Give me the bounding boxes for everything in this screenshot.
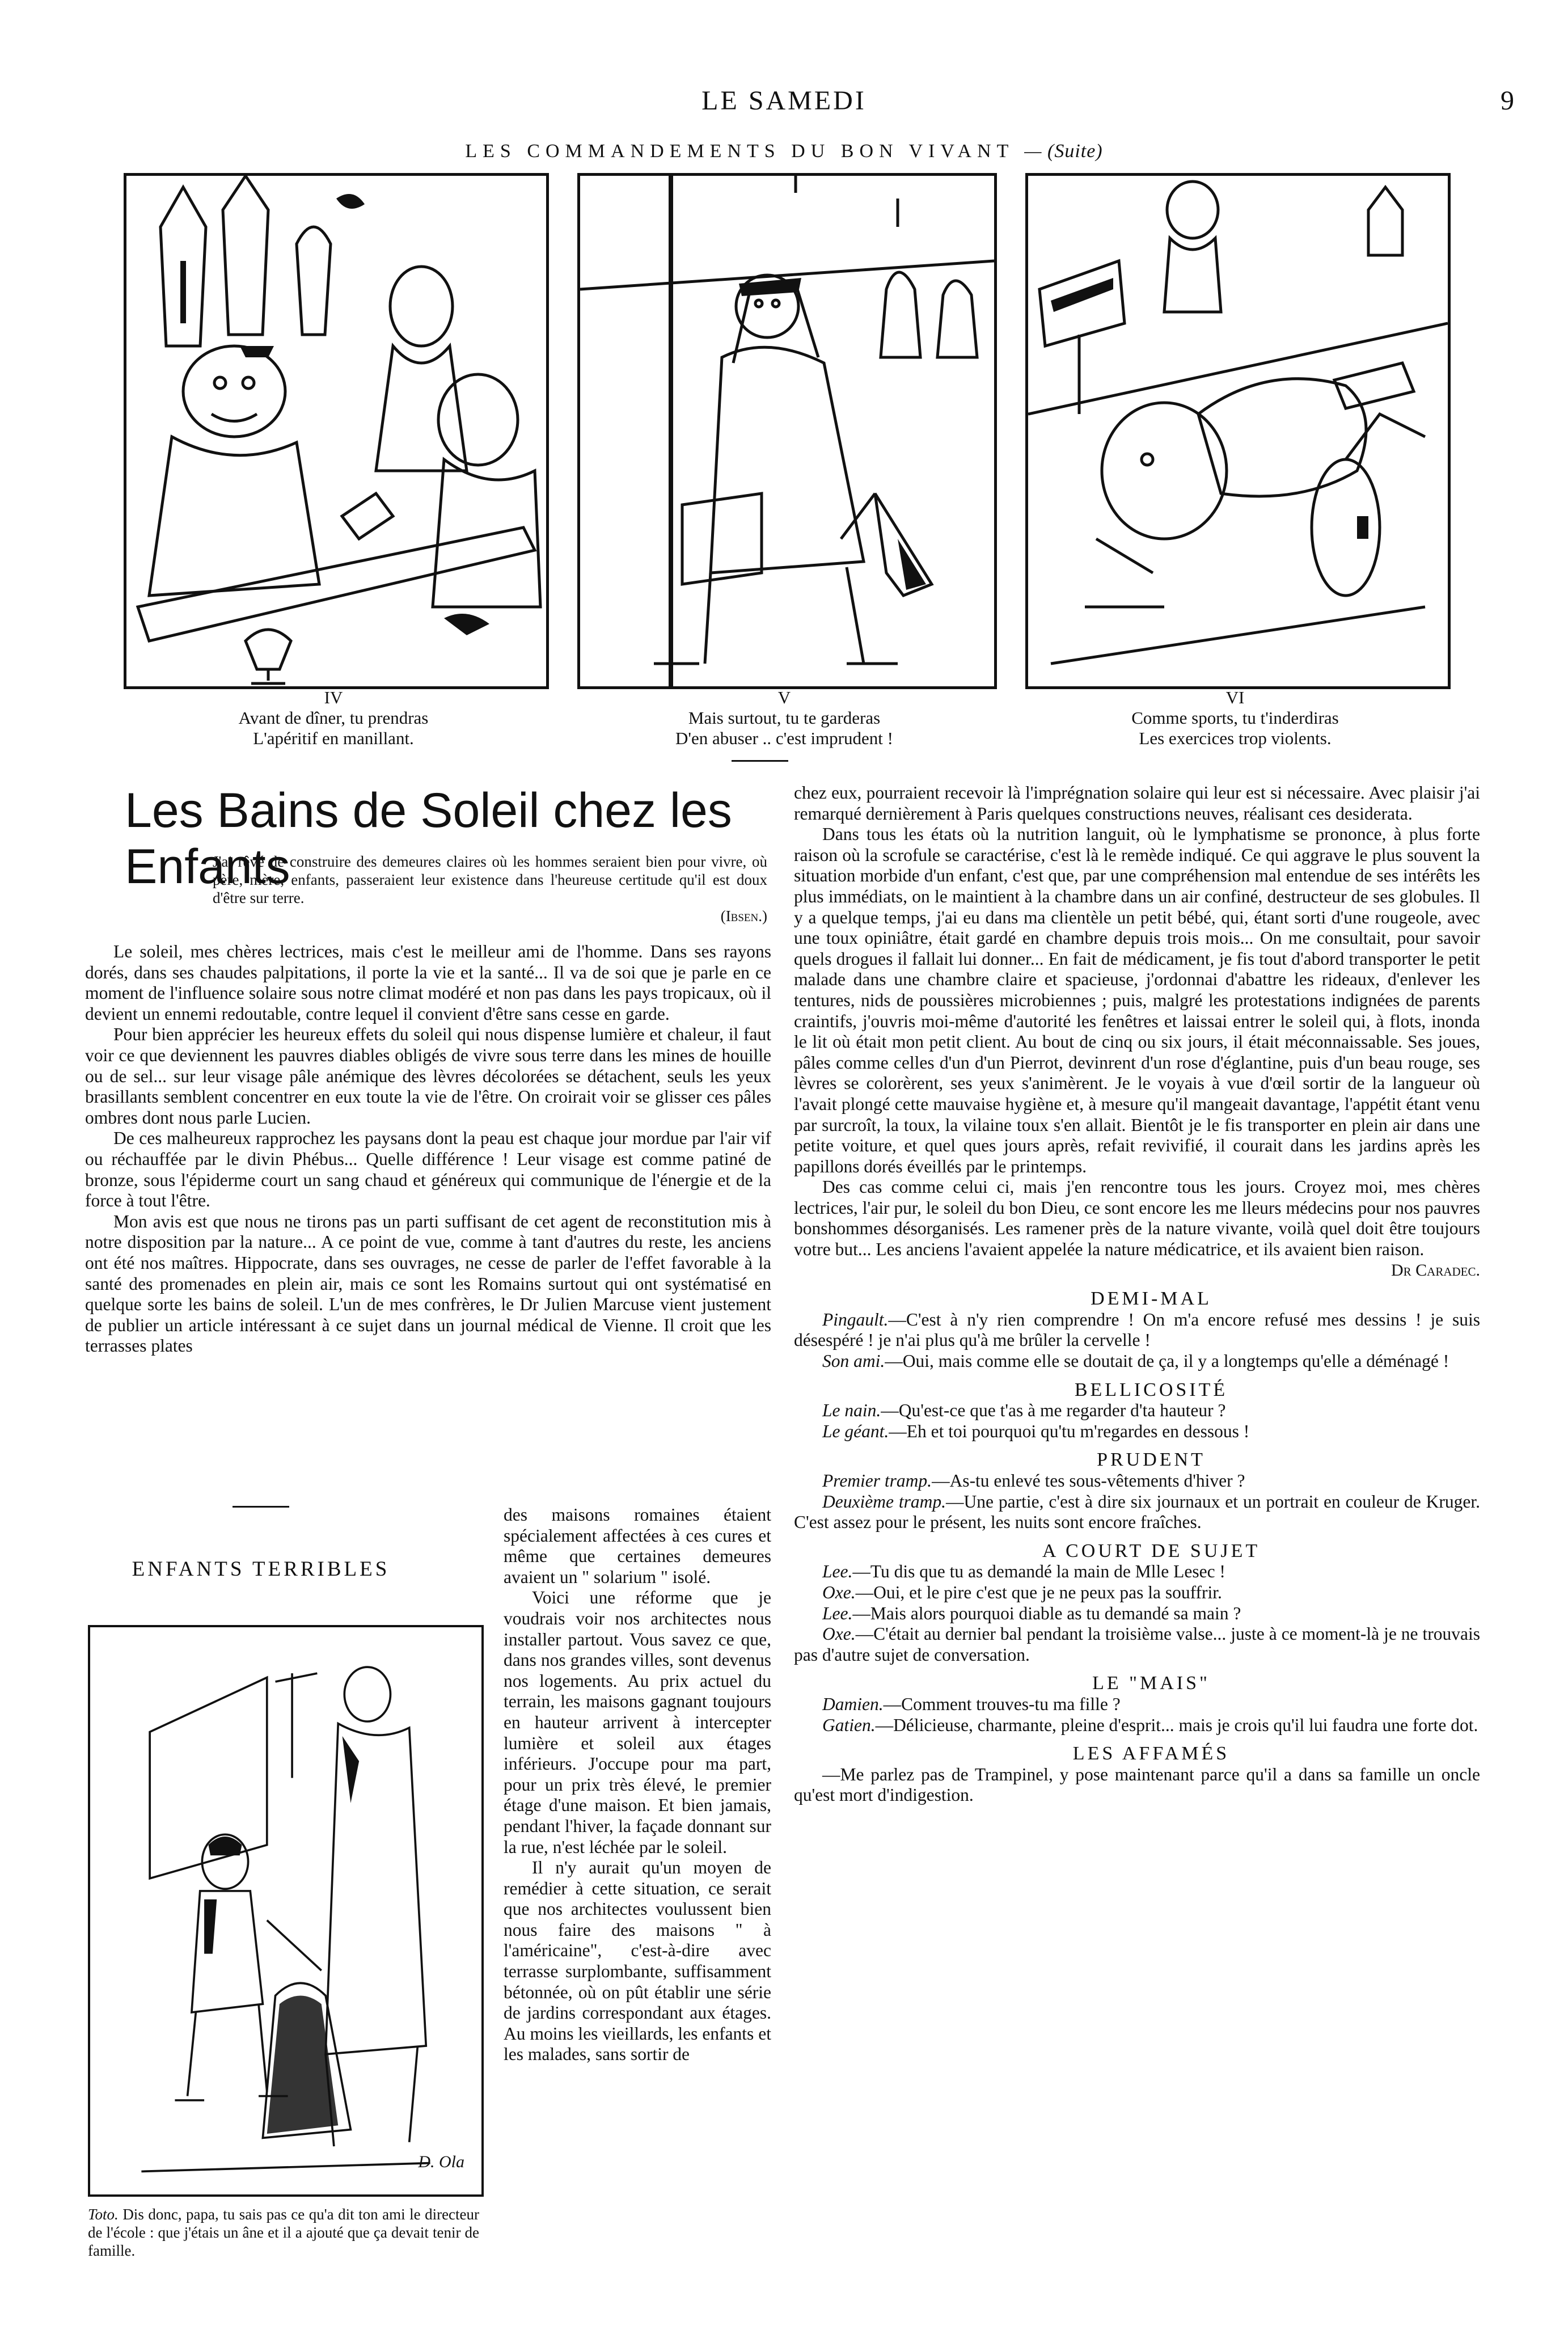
cartoon-v-caption (577, 687, 991, 749)
joke-prudent-title: PRUDENT (1097, 1449, 1206, 1471)
joke-affames-title: LES AFFAMÉS (1072, 1743, 1230, 1765)
article-paragraph-8: Des cas comme celui ci, mais j'en rencontre tous les jours. Croyez moi, mes chères lectrices, l'air pur, le soleil du bon Dieu, ce sont encore les me lleurs médecins pour nos pauvres bonshommes désorganisés. Les ramener près de la nature vivante, voilà quel doit être toujours votre but... Les anciens l'avaient appelée la nature médicatrice, et ils avaient bien raison. (794, 1177, 1480, 1260)
enfants-terribles-title: ENFANTS TERRIBLES (132, 1558, 390, 1581)
joke-demi-mal-title: DEMI-MAL (1091, 1288, 1212, 1310)
dialogue-text: —Tu dis que tu as demandé la main de Mlle Lesec ! (852, 1561, 1225, 1582)
speaker-name: Le nain. (822, 1400, 881, 1421)
joke-prudent-line-2 (794, 1492, 1480, 1533)
joke-affames-line-1: —Me parlez pas de Trampinel, y pose maintenant parce qu'il a dans sa famille un oncle qu'est mort d'indigestion. (794, 1764, 1480, 1805)
series-suffix: — (Suite) (1024, 141, 1103, 162)
joke-bellicosite-line-2 (794, 1421, 1480, 1442)
cartoon-iv (124, 173, 549, 689)
dialogue-text: —Une partie, c'est à dire six journaux et un portrait en couleur de Kruger. C'est assez pour le présent, les nuits sont encore fraîches. (794, 1491, 1481, 1533)
article-paragraph-7: Dans tous les états où la nutrition languit, où le lymphatisme se prononce, à plus forte raison où la scrofule se caractérise, c'est là le remède indiqué. Ce qui aggrave le plus souvent la situation morbide d'un enfant, c'est que, par une compréhension mal entendue de ses intérêts les plus immédiats, on le maintient à la chambre dans un air confiné, destructeur de ses globules. Il y a quelque temps, j'ai eu dans ma clientèle un petit bébé, qui, étant sorti d'une rougeole, avec une toux opiniâtre, était gardé en chambre depuis trois mois... On me consultait, pour savoir quels drogues il fallait lui donner... En fait de médicament, je fis tout d'abord transporter le petit malade dans une chambre claire et spacieuse, j'ordonnai d'abattre les rideaux, d'enlever les tentures, nids de poussières microbiennes ; puis, malgré les protestations indignées de parents craintifs, j'ouvris moi-même d'autorité les fenêtres et laissai entrer le soleil qui, à flots, inonda le lit où était mon petit client. Au bout de cinq ou six jours, il était méconnaissable. Ses joues, pâles comme celles d'un d'un Pierrot, devinrent d'un rose d'églantine, puis d'un beau rouge, ses lèvres se colorèrent, ses yeux s'animèrent. Je le voyais à vue d'œil sortir de la langueur où l'avait plongé cette mauvaise hygiène et, à mesure qu'il mangeait davantage, l'appétit étant venu par surcroît, la toux, la vilaine toux s'en allait. Bientôt je le fis transporter en plein air dans une petite voiture, et quel ques jours après, refait revivifié, il courait dans les jardins après les papillons dorés éveillés par le printemps. (794, 824, 1480, 1176)
joke-demi-mal-line-2 (794, 1351, 1480, 1372)
epigraph-text: J'ai rêvé de construire des demeures claires où les hommes seraient bien pour vivre, où père, mère, enfants, passeraient leur existence dans l'heureuse certitude qu'il est doux d'être sur terre. (213, 853, 767, 906)
speaker-name: Damien. (822, 1694, 884, 1714)
joke-le-mais-title: LE "MAIS" (1092, 1673, 1210, 1694)
joke-bellicosite-line-1 (794, 1400, 1480, 1421)
article-paragraph-6: Il n'y aurait qu'un moyen de remédier à cette situation, ce serait que nos architectes voulussent bien nous faire des maisons " à l'américaine", c'est-à-dire avec terrasse surplombante, suffisamment bétonnée, où on pût établir une série de jardins correspondant aux étages. Au moins les vieillards, les enfants et les malades, sans sortir de (504, 1858, 771, 2065)
speaker-name: Oxe. (822, 1582, 856, 1602)
cartoon-v-line2: D'en abuser .. c'est imprudent ! (675, 728, 893, 748)
enfants-terribles-rule (233, 1506, 289, 1508)
joke-le-mais-line-2 (794, 1715, 1480, 1736)
enfants-terribles-illustration (90, 1627, 481, 2194)
cartoon-iv-line1: Avant de dîner, tu prendras (238, 708, 429, 728)
cartoon-iv-illustration (126, 176, 546, 686)
dialogue-text: —Oui, et le pire c'est que je ne peux pas la souffrir. (855, 1582, 1222, 1602)
dialogue-text: —Mais alors pourquoi diable as tu demandé sa main ? (852, 1603, 1241, 1623)
joke-le-mais-line-1 (794, 1694, 1480, 1715)
artist-signature: D. Ola (418, 2152, 464, 2171)
speaker-name: Le géant. (822, 1421, 889, 1441)
joke-demi-mal-line-1 (794, 1310, 1480, 1351)
article-paragraph-6-cont: chez eux, pourraient recevoir là l'imprégnation solaire qui leur est si nécessaire. Avec plaisir j'ai remarqué dernièrement à Paris quelques constructions neuves, réalisant ces desiderata. (794, 783, 1480, 824)
cartoon-v (577, 173, 997, 689)
page-number: 9 (1501, 86, 1514, 116)
speaker-name: Premier tramp. (822, 1471, 932, 1491)
article-paragraph-4-cont: des maisons romaines étaient spécialement affectées à ces cures et même que certaines demeures avaient un " solarium " isolé. (504, 1505, 771, 1587)
speaker-name: Son ami. (822, 1351, 885, 1371)
cartoon-vi-line2: Les exercices trop violents. (1139, 728, 1332, 748)
speaker-name: Lee. (822, 1603, 853, 1623)
dialogue-text: —Qu'est-ce que t'as à me regarder d'ta hauteur ? (881, 1400, 1226, 1421)
article-paragraph-3: De ces malheureux rapprochez les paysans dont la peau est chaque jour mordue par l'air vif ou réchauffée par le divin Phébus... Quelle différence ! Leur visage est comme patiné de bronze, sous l'épiderme court un sang chaud et généreux qui communique de l'énergie et de la force à tout l'être. (85, 1128, 771, 1211)
cartoon-v-illustration (580, 176, 994, 686)
cartoon-vi-illustration (1028, 176, 1448, 686)
dialogue-text: —Eh et toi pourquoi qu'tu m'regardes en dessous ! (889, 1421, 1250, 1441)
speaker-name: Deuxième tramp. (822, 1491, 946, 1512)
speaker-name: Lee. (822, 1561, 853, 1582)
toto-speaker: Toto. (88, 2206, 119, 2223)
toto-text: Dis donc, papa, tu sais pas ce qu'a dit ton ami le directeur de l'école : que j'étais un âne et il a ajouté que ça devait tenir de famille. (88, 2206, 480, 2259)
cartoon-v-line1: Mais surtout, tu te garderas (688, 708, 881, 728)
divider-rule (732, 760, 788, 762)
article-paragraph-1: Le soleil, mes chères lectrices, mais c'est le meilleur ami de l'homme. Dans ses rayons dorés, dans ses chaudes palpitations, il porte la vie et la santé... Il va de soi que je parle en ce moment de l'influence solaire sous notre climat modéré et non pas dans les pays tropicaux, où il devient un ennemi redoutable, contre lequel il convient d'être sans cesse en garde. (85, 942, 771, 1024)
cartoon-iv-number: IV (324, 687, 343, 707)
cartoon-vi-line1: Comme sports, tu t'inderdiras (1131, 708, 1339, 728)
joke-prudent-line-1 (794, 1471, 1480, 1492)
joke-court-line-1 (794, 1561, 1480, 1582)
cartoon-v-number: V (777, 687, 791, 707)
dialogue-text: —C'était au dernier bal pendant la troisième valse... juste à ce moment-là je ne trouvais pas d'autre sujet de conversation. (794, 1624, 1480, 1665)
speaker-name: Pingault. (822, 1309, 889, 1329)
dialogue-text: —Comment trouves-tu ma fille ? (883, 1694, 1121, 1714)
article-column-middle (504, 1505, 771, 2065)
cartoon-vi-number: VI (1225, 687, 1245, 707)
cartoon-iv-line2: L'apéritif en manillant. (253, 728, 414, 748)
epigraph-source: (Ibsen.) (720, 908, 767, 925)
cartoon-vi (1025, 173, 1451, 689)
series-title-text: LES COMMANDEMENTS DU BON VIVANT (465, 141, 1014, 162)
joke-court-de-sujet-title: A COURT DE SUJET (1042, 1540, 1261, 1561)
joke-court-line-3 (794, 1603, 1480, 1624)
toto-caption-visible (88, 2205, 479, 2260)
article-column-right (794, 783, 1480, 1806)
dialogue-text: —As-tu enlevé tes sous-vêtements d'hiver ? (932, 1471, 1245, 1491)
article-paragraph-2: Pour bien apprécier les heureux effets du soleil qui nous dispense lumière et chaleur, il faut voir ce que deviennent les pauvres diables obligés de vivre sous terre dans les mines de houille ou de sel... sur leur visage pâle anémique des lèvres décolorées se détachent, seuls les yeux brasillants semblent concentrer en eux toute la vie de l'être. On croirait voir se glisser ces pâles ombres dont nous parle Lucien. (85, 1024, 771, 1128)
article-paragraph-4: Mon avis est que nous ne tirons pas un parti suffisant de cet agent de reconstitution mis à notre disposition par la nature... A ce point de vue, comme à tant d'autres du reste, les anciens ont été nos maîtres. Hippocrate, dans ses ouvrages, ne cesse de parler de l'effet favorable à la santé des promenades en plein air, mais ce sont les Romains surtout qui ont systématisé en quelque sorte les bains de soleil. L'un de mes confrères, le Dr Julien Marcuse vient justement de publier un article intéressant à ce sujet dans un journal médical de Vienne. Il croit que les terrasses plates (85, 1211, 771, 1356)
joke-bellicosite-title: BELLICOSITÉ (1074, 1379, 1228, 1400)
dialogue-text: —Oui, mais comme elle se doutait de ça, il y a longtemps qu'elle a déménagé ! (885, 1351, 1449, 1371)
article-paragraph-5: Voici une réforme que je voudrais voir nos architectes nous installer partout. Vous savez ce que, dans nos grandes villes, sont devenus nos logements. Au prix actuel du terrain, les maisons gagnant toujours en hauteur arrivent à intercepter lumière et soleil aux étages inférieurs. J'occupe pour ma part, pour un prix très élevé, le premier étage d'une maison. Et bien jamais, pendant l'hiver, la façade donnant sur la rue, n'est léchée par le soleil. (504, 1588, 771, 1857)
series-title (0, 141, 1568, 162)
dialogue-text: —C'est à n'y rien comprendre ! On m'a encore refusé mes dessins ! je suis désespéré ! je n'ai plus qu'à me brûler la cervelle ! (794, 1309, 1480, 1350)
speaker-name: Oxe. (822, 1624, 856, 1644)
cartoon-vi-caption (1025, 687, 1445, 749)
article-column-left (85, 942, 771, 1357)
article-epigraph (213, 852, 767, 925)
article-title: Les Bains de Soleil chez les Enfants (125, 783, 732, 894)
joke-court-line-4 (794, 1624, 1480, 1665)
article-signature: Dr Caradec. (1391, 1260, 1480, 1280)
speaker-name: Gatien. (822, 1715, 876, 1735)
enfants-terribles-cartoon (88, 1625, 484, 2197)
joke-court-line-2 (794, 1582, 1480, 1603)
newspaper-title: LE SAMEDI (701, 86, 867, 116)
cartoon-iv-caption (124, 687, 543, 749)
dialogue-text: —Délicieuse, charmante, pleine d'esprit... mais je crois qu'il lui faudra une forte dot. (875, 1715, 1478, 1735)
